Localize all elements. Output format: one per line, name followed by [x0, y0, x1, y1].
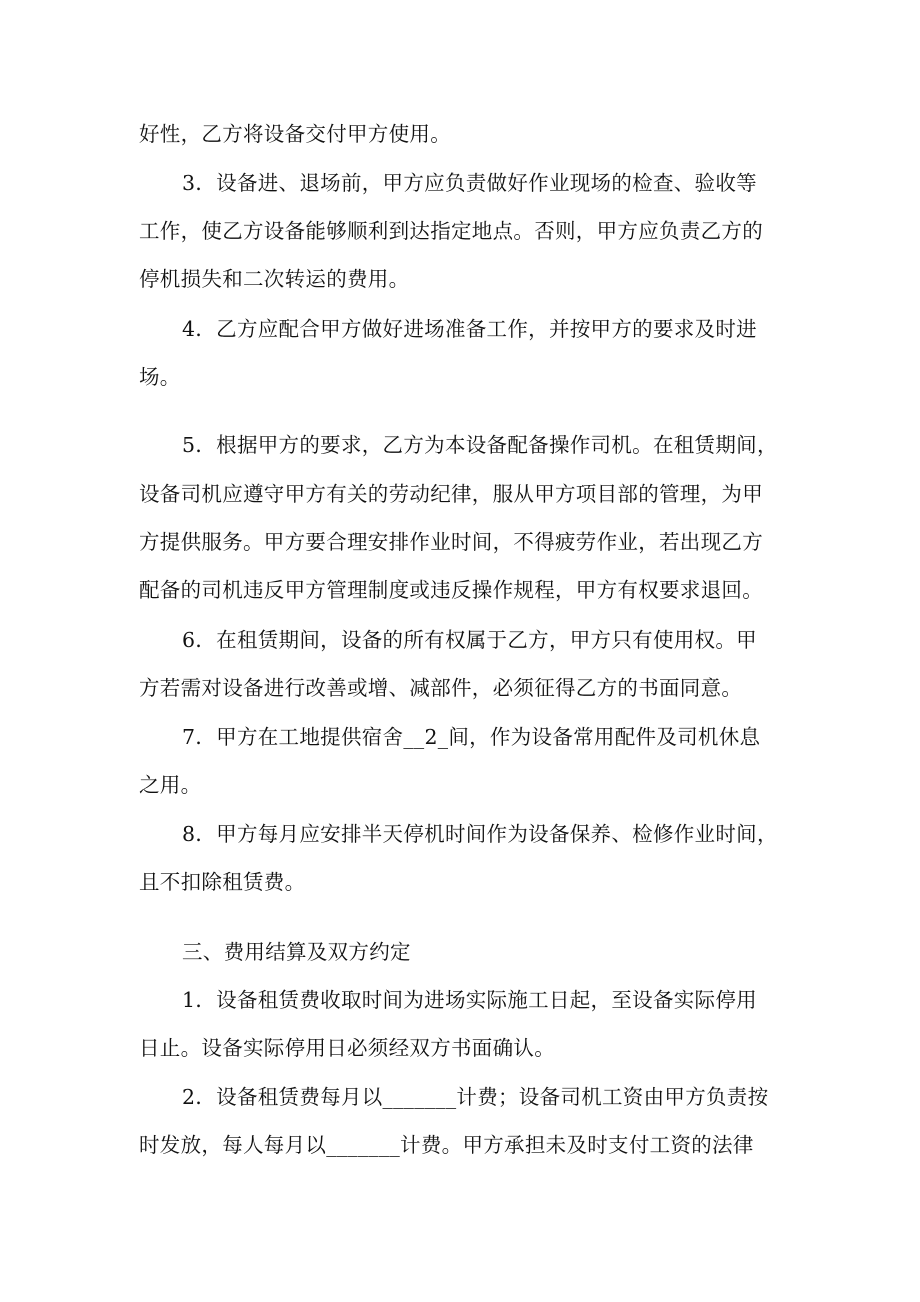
paragraph-2-continuation: 好性，乙方将设备交付甲方使用。	[139, 122, 451, 146]
clause-5-line-3: 方提供服务。甲方要合理安排作业时间，不得疲劳作业，若出现乙方	[139, 530, 763, 554]
section-3-item-1-line-1: 1．设备租赁费收取时间为进场实际施工日起，至设备实际停用	[182, 988, 757, 1012]
clause-6-line-2: 方若需对设备进行改善或增、减部件，必须征得乙方的书面同意。	[139, 676, 743, 700]
section-3-item-2-line-2: 时发放，每人每月以_______计费。甲方承担未及时支付工资的法律	[139, 1133, 754, 1157]
clause-3-line-3: 停机损失和二次转运的费用。	[139, 267, 410, 291]
section-3-item-2-line-1: 2．设备租赁费每月以_______计费；设备司机工资由甲方负责按	[182, 1085, 769, 1109]
clause-4-line-1: 4．乙方应配合甲方做好进场准备工作，并按甲方的要求及时进	[182, 317, 757, 341]
section-3-item-1-line-2: 日止。设备实际停用日必须经双方书面确认。	[139, 1036, 555, 1060]
clause-7-line-2: 之用。	[139, 773, 202, 797]
clause-3-line-2: 工作，使乙方设备能够顺利到达指定地点。否则，甲方应负责乙方的	[139, 219, 763, 243]
clause-5-line-2: 设备司机应遵守甲方有关的劳动纪律，服从甲方项目部的管理，为甲	[139, 482, 763, 506]
clause-3-line-1: 3．设备进、退场前，甲方应负责做好作业现场的检查、验收等	[182, 171, 757, 195]
clause-6-line-1: 6．在租赁期间，设备的所有权属于乙方，甲方只有使用权。甲	[182, 628, 757, 652]
clause-8-line-1: 8．甲方每月应安排半天停机时间作为设备保养、检修作业时间，	[182, 822, 778, 846]
section-3-heading: 三、费用结算及双方约定	[182, 940, 411, 964]
clause-5-line-4: 配备的司机违反甲方管理制度或违反操作规程，甲方有权要求退回。	[139, 578, 763, 602]
clause-8-line-2: 且不扣除租赁费。	[139, 870, 306, 894]
clause-4-line-2: 场。	[139, 365, 181, 389]
clause-5-line-1: 5．根据甲方的要求，乙方为本设备配备操作司机。在租赁期间，	[182, 433, 778, 457]
clause-7-line-1: 7．甲方在工地提供宿舍__2_间，作为设备常用配件及司机休息	[182, 725, 761, 749]
